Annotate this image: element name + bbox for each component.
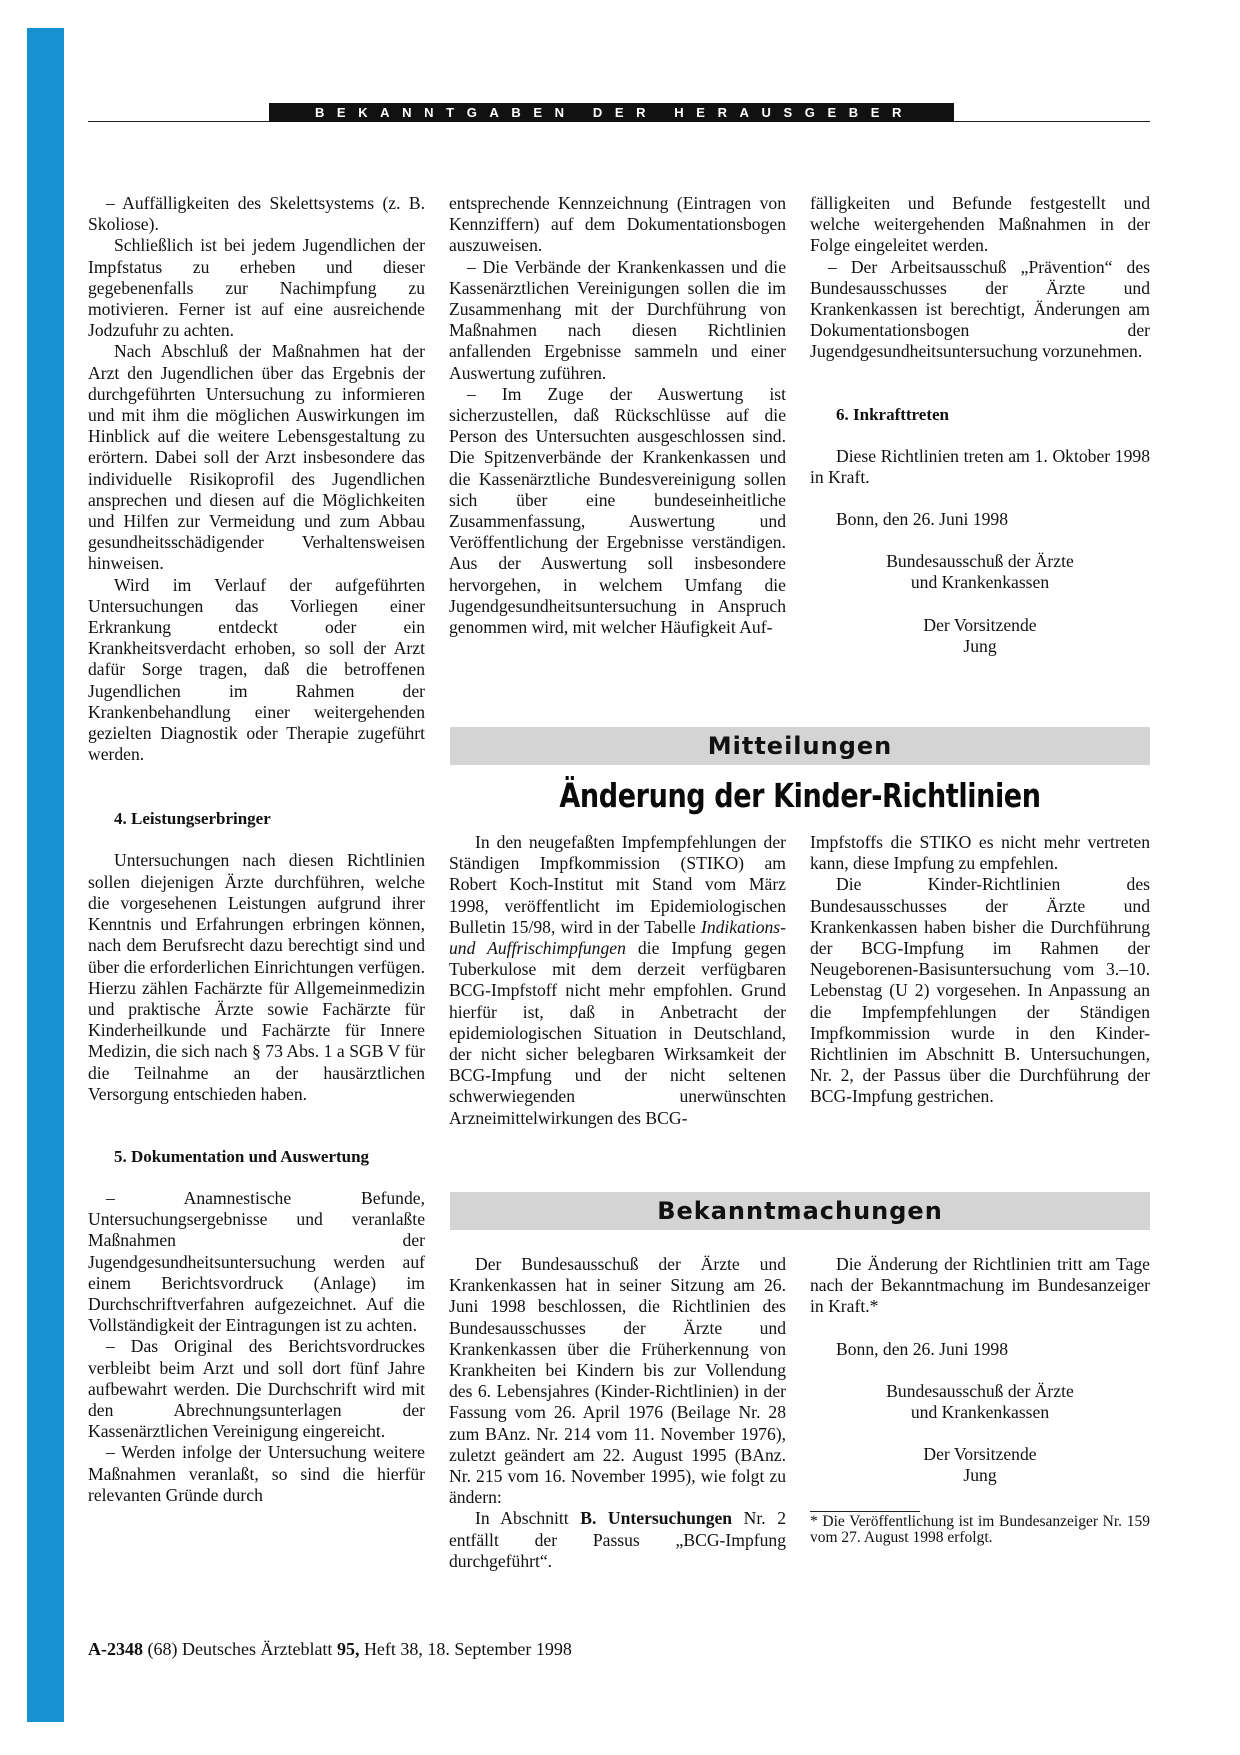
signature-date: Bonn, den 26. Juni 1998	[836, 1338, 1009, 1359]
paragraph: Der Bundesausschuß der Ärzte und Krankenkassen hat in seiner Sitzung am 26. Juni 1998 beschlossen, die Richtlinien des Bundesausschusses der Ärzte und Krankenkassen über die Früherkennung von Krankheiten bei Kindern bis zur Vollendung des 6. Lebensjahres (Kinder-Richtlinien) in der Fassung vom 26. April 1976 (Beilage Nr. 28 zum BAnz. Nr. 214 vom 11. November 1976), zuletzt geändert am 22. August 1995 (BAnz. Nr. 215 vom 16. November 1995), wie folgt zu ändern:	[449, 1254, 786, 1508]
section-heading: 6. Inkrafttreten	[836, 404, 949, 424]
paragraph: In Abschnitt B. Untersuchungen Nr. 2 entfällt der Passus „BCG-Impfung durchgeführt“.	[449, 1508, 787, 1571]
paragraph: – Der Arbeitsausschuß „Prävention“ des Bundesausschusses der Ärzte und Krankenkassen ist berechtigt, Änderungen am Dokumentationsbogen der Jugendgesundheitsuntersuchung vorzunehmen.	[810, 256, 1150, 362]
paragraph: fälligkeiten und Befunde festgestellt und welche weitergehenden Maßnahmen in der Folge eingeleitet werden.	[810, 193, 1150, 256]
page-number: A-2348	[88, 1639, 143, 1659]
mitteilungen-column-3	[810, 832, 1150, 1108]
paragraph: – Die Verbände der Krankenkassen und die Kassenärztlichen Vereinigungen sollen die im Zusammenhang mit der Durchführung von Maßnahmen nach diesen Richtlinien anfallenden Ergebnisse sammeln und einer Auswertung zuführen.	[449, 256, 786, 383]
signature-org: Bundesausschuß der Ärzte	[886, 551, 1074, 572]
section-heading: 5. Dokumentation und Auswertung	[114, 1146, 370, 1166]
page-footer: A-2348 (68) Deutsches Ärzteblatt 95, Heft 38, 18. September 1998	[88, 1639, 572, 1659]
signature-org: und Krankenkassen	[910, 572, 1050, 593]
article-column-1	[88, 193, 425, 1506]
footnote-rule	[810, 1511, 920, 1512]
mitteilungen-column-2	[449, 832, 786, 1129]
signature-title: Der Vorsitzende	[923, 614, 1037, 635]
paragraph: In den neugefaßten Impfempfehlungen der Ständigen Impfkommission (STIKO) am Robert Koch-Institut mit Stand vom März 1998, veröffentlicht im Epidemiologischen Bulletin 15/98, wird in der Tabelle Indikations- und Auffrischimpfungen die Impfung gegen Tuberkulose mit dem derzeit verfügbaren BCG-Impfstoff nicht mehr empfohlen. Grund hierfür ist, daß in Anbetracht der epidemiologischen Situation in Deutschland, der nicht sicher belegbaren Wirksamkeit der BCG-Impfung und der nicht seltenen schwerwiegenden unerwünschten Arzneimittelwirkungen des BCG-	[449, 832, 786, 1128]
signature-name: Jung	[963, 635, 997, 656]
paragraph: – Anamnestische Befunde, Untersuchungsergebnisse und veranlaßte Maßnahmen der Jugendgesundheitsuntersuchung werden auf einem Berichtsvordruck (Anlage) im Durchschriftverfahren aufgezeichnet. Auf die Vollständigkeit der Eintragungen ist zu achten.	[88, 1187, 425, 1336]
signature-org: Bundesausschuß der Ärzte	[886, 1380, 1074, 1401]
paragraph: Wird im Verlauf der aufgeführten Untersuchungen das Vorliegen einer Erkrankung entdeckt oder ein Krankheitsverdacht erhoben, so soll der Arzt dafür Sorge tragen, daß die betroffenen Jugendlichen im Rahmen der Krankenbehandlung einer weitergehenden gezielten Diagnostik oder Therapie zugeführt werden.	[88, 574, 425, 765]
paragraph: Nach Abschluß der Maßnahmen hat der Arzt den Jugendlichen über das Ergebnis der durchgeführten Untersuchung zu informieren und mit ihm die möglichen Auswirkungen im Hinblick auf die weitere Lebensgestaltung zu erörtern. Dabei soll der Arzt insbesondere das individuelle Risikoprofil des Jugendlichen ansprechen und diesen auf die Möglichkeiten und Hilfen zur Vermeidung und zum Abbau gesundheitsschädigender Verhaltensweisen hinweisen.	[88, 341, 425, 574]
paragraph: entsprechende Kennzeichnung (Eintragen von Kennziffern) auf dem Dokumentationsbogen auszuweisen.	[449, 193, 786, 256]
footnote: * Die Veröffentlichung ist im Bundesanzeiger Nr. 159 vom 27. August 1998 erfolgt.	[810, 1512, 1150, 1546]
article-column-3	[810, 193, 1150, 657]
paragraph: Schließlich ist bei jedem Jugendlichen der Impfstatus zu erheben und dieser gegebenenfalls zur Nachimpfung zu motivieren. Ferner ist auf eine ausreichende Jodzufuhr zu achten.	[88, 235, 425, 341]
paragraph: Die Kinder-Richtlinien des Bundesausschusses der Ärzte und Krankenkassen haben bisher die Durchführung der BCG-Impfung im Rahmen der Neugeborenen-Basisuntersuchung vom 3.–10. Lebenstag (U 2) vorgesehen. In Anpassung an die Impfempfehlungen der Ständigen Impfkommission wurde in den Kinder-Richtlinien im Abschnitt B. Untersuchungen, Nr. 2, der Passus über die Durchführung der BCG-Impfung gestrichen.	[810, 874, 1150, 1107]
section-bar-bekanntmachungen: Bekanntmachungen	[450, 1192, 1150, 1230]
volume-number: 95,	[336, 1639, 360, 1659]
paragraph: Untersuchungen nach diesen Richtlinien sollen diejenigen Ärzte durchführen, welche die vorgesehenen Leistungen aufgrund ihrer Kenntnis und Erfahrungen erbringen können, nach dem Berufsrecht dazu berechtigt sind und über die erforderlichen Einrichtungen verfügen. Hierzu zählen Fachärzte für Allgemeinmedizin und praktische Ärzte sowie Fachärzte für Kinderheilkunde und Fachärzte für Innere Medizin, die sich nach § 73 Abs. 1 a SGB V für die Teilnahme an der hausärztlichen Versorgung entschieden haben.	[88, 850, 425, 1104]
section-header-label: BEKANNTGABEN DER HERAUSGEBER	[269, 103, 954, 122]
signature-block	[810, 1381, 1150, 1487]
signature-title: Der Vorsitzende	[923, 1444, 1037, 1465]
section-bar-mitteilungen: Mitteilungen	[450, 727, 1150, 765]
signature-date: Bonn, den 26. Juni 1998	[836, 509, 1009, 530]
article-column-2	[449, 193, 786, 638]
paragraph: – Das Original des Berichtsvordruckes verbleibt beim Arzt und soll dort fünf Jahre aufbewahrt werden. Die Durchschrift wird mit den Abrechnungsunterlagen der Kassenärztlichen Vereinigung eingereicht.	[88, 1336, 425, 1442]
paragraph: Impfstoffs die STIKO es nicht mehr vertreten kann, diese Impfung zu empfehlen.	[810, 832, 1150, 874]
paragraph: – Auffälligkeiten des Skelettsystems (z. B. Skoliose).	[88, 193, 425, 235]
bekanntmachungen-column-3	[810, 1254, 1150, 1546]
article-headline: Änderung der Kinder-Richtlinien	[559, 776, 1041, 815]
signature-block	[810, 551, 1150, 657]
paragraph: Diese Richtlinien treten am 1. Oktober 1998 in Kraft.	[810, 445, 1150, 487]
paragraph: – Werden infolge der Untersuchung weitere Maßnahmen veranlaßt, so sind die hierfür relevanten Gründe durch	[88, 1442, 425, 1505]
bekanntmachungen-column-2	[449, 1254, 786, 1572]
paragraph: – Im Zuge der Auswertung ist sicherzustellen, daß Rückschlüsse auf die Person des Untersuchten ausgeschlossen sind. Die Spitzenverbände der Krankenkassen und die Kassenärztliche Bundesvereinigung sollen sich über eine bundeseinheitliche Zusammenfassung, Auswertung und Veröffentlichung der Ergebnisse verständigen. Aus der Auswertung soll insbesondere hervorgehen, in welchem Umfang die Jugendgesundheitsuntersuchung in Anspruch genommen wird, mit welcher Häufigkeit Auf-	[449, 383, 786, 638]
paragraph: Die Änderung der Richtlinien tritt am Tage nach der Bekanntmachung im Bundesanzeiger in Kraft.*	[810, 1254, 1150, 1317]
section-heading: 4. Leistungserbringer	[114, 809, 271, 829]
side-color-bar	[27, 28, 64, 1722]
signature-name: Jung	[963, 1465, 997, 1486]
signature-org: und Krankenkassen	[910, 1402, 1050, 1423]
